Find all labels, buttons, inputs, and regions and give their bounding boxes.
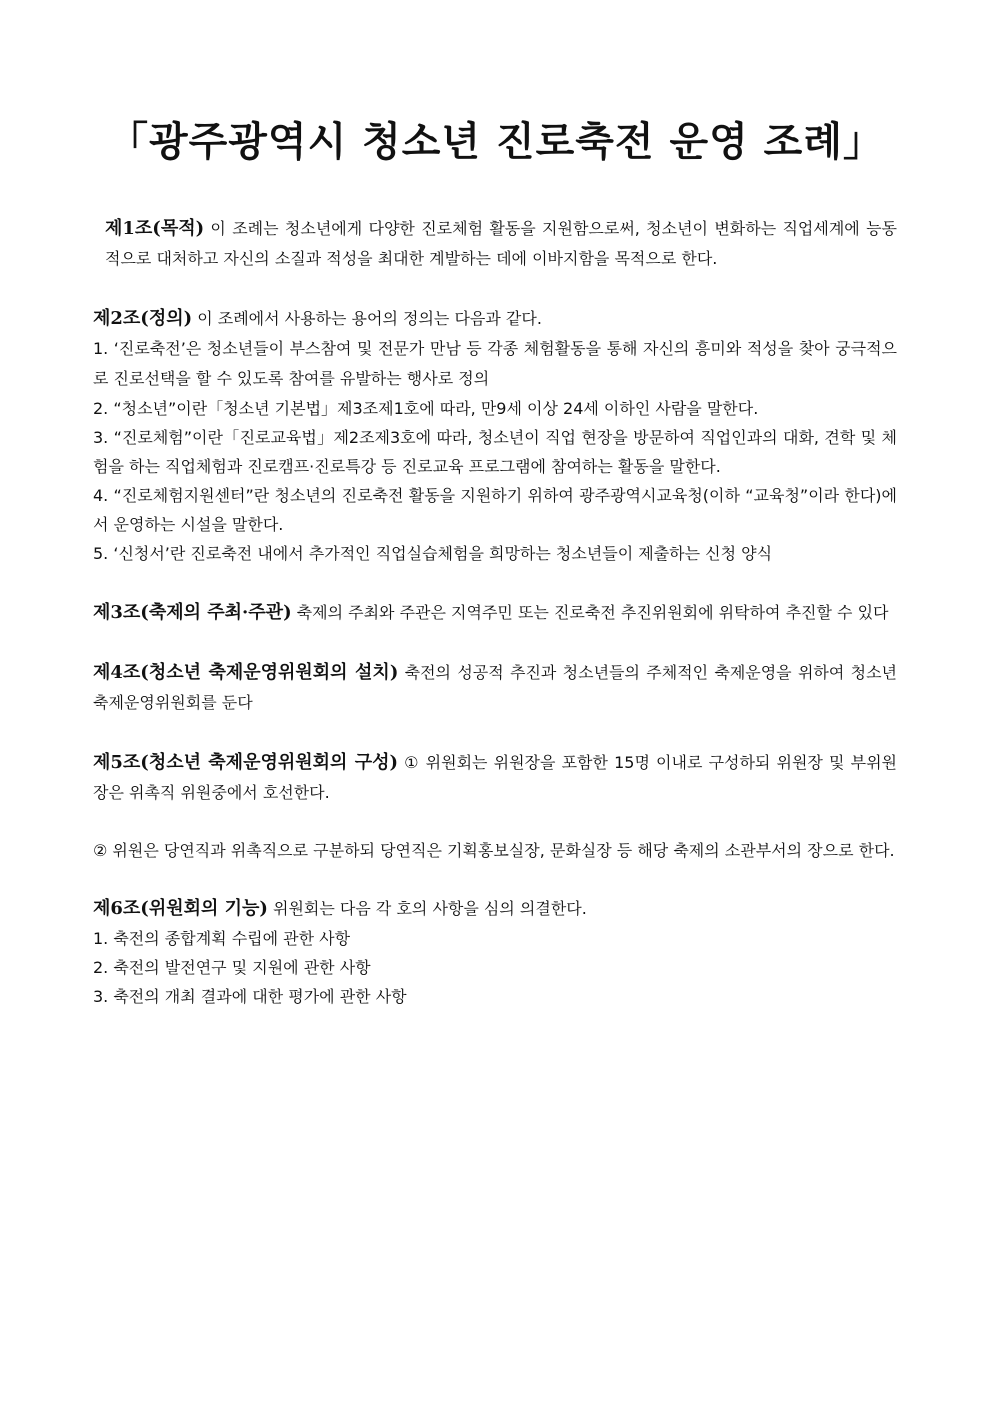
article-2 xyxy=(93,304,897,334)
article-6-text: 위원회는 다음 각 호의 사항을 심의 의결한다. xyxy=(267,899,587,918)
article-6-item-3: 3. 축전의 개최 결과에 대한 평가에 관한 사항 xyxy=(93,987,407,1006)
article-5-text: ① 위원회는 위원장을 포함한 15명 이내로 구성하되 위원장 및 부위원장은 위촉직 위원중에서 호선한다. xyxy=(93,753,897,802)
article-1-heading: 제1조(목적) xyxy=(105,218,205,239)
document-title: 「광주광역시 청소년 진로축전 운영 조례」 xyxy=(108,118,884,165)
article-2-item-3: 3. “진로체험”이란「진로교육법」제2조제3호에 따라, 청소년이 직업 현장을 방문하여 직업인과의 대화, 견학 및 체험을 하는 직업체험과 진로캠프·진로특강 등 진로교육 프로그램에 참여하는 활동을 말한다. xyxy=(93,428,897,476)
article-2-heading: 제2조(정의) xyxy=(93,308,193,329)
article-5-clause-2: ② 위원은 당연직과 위촉직으로 구분하되 당연직은 기획홍보실장, 문화실장 등 해당 축제의 소관부서의 장으로 한다. xyxy=(93,841,895,860)
article-5-heading: 제5조(청소년 축제운영위원회의 구성) xyxy=(93,752,399,773)
article-2-item-1: 1. ‘진로축전’은 청소년들이 부스참여 및 전문가 만남 등 각종 체험활동을 통해 자신의 흥미와 적성을 찾아 궁극적으로 진로선택을 할 수 있도록 참여를 유발하는 행사로 정의 xyxy=(93,339,897,388)
article-3-heading: 제3조(축제의 주최·주관) xyxy=(93,602,292,623)
article-4-text: 축전의 성공적 추진과 청소년들의 주체적인 축제운영을 위하여 청소년 축제운영위원회를 둔다 xyxy=(93,663,897,712)
article-3-text: 축제의 주최와 주관은 지역주민 또는 진로축전 추진위원회에 위탁하여 추진할 수 있다 xyxy=(291,603,889,622)
article-2-item-2: 2. “청소년”이란「청소년 기본법」제3조제1호에 따라, 만9세 이상 24세 이하인 사람을 말한다. xyxy=(93,399,759,418)
article-2-item-4: 4. “진로체험지원센터”란 청소년의 진로축전 활동을 지원하기 위하여 광주광역시교육청(이하 “교육청”이라 한다)에서 운영하는 시설을 말한다. xyxy=(93,486,897,534)
article-4-heading: 제4조(청소년 축제운영위원회의 설치) xyxy=(93,662,399,683)
article-1 xyxy=(93,214,897,274)
article-6-heading: 제6조(위원회의 기능) xyxy=(93,898,268,919)
article-3 xyxy=(93,598,897,628)
article-5 xyxy=(93,748,897,808)
article-6 xyxy=(93,894,897,924)
article-6-item-2: 2. 축전의 발전연구 및 지원에 관한 사항 xyxy=(93,958,371,977)
article-2-text: 이 조례에서 사용하는 용어의 정의는 다음과 같다. xyxy=(192,309,542,328)
article-2-item-5: 5. ‘신청서’란 진로축전 내에서 추가적인 직업실습체험을 희망하는 청소년들이 제출하는 신청 양식 xyxy=(93,544,773,563)
article-4 xyxy=(93,658,897,718)
document-body xyxy=(93,214,897,1011)
article-6-item-1: 1. 축전의 종합계획 수립에 관한 사항 xyxy=(93,929,351,948)
article-1-text: 이 조례는 청소년에게 다양한 진로체험 활동을 지원함으로써, 청소년이 변화하는 직업세계에 능동적으로 대처하고 자신의 소질과 적성을 최대한 계발하는 데에 이바지함을 목적으로 한다. xyxy=(105,219,897,268)
